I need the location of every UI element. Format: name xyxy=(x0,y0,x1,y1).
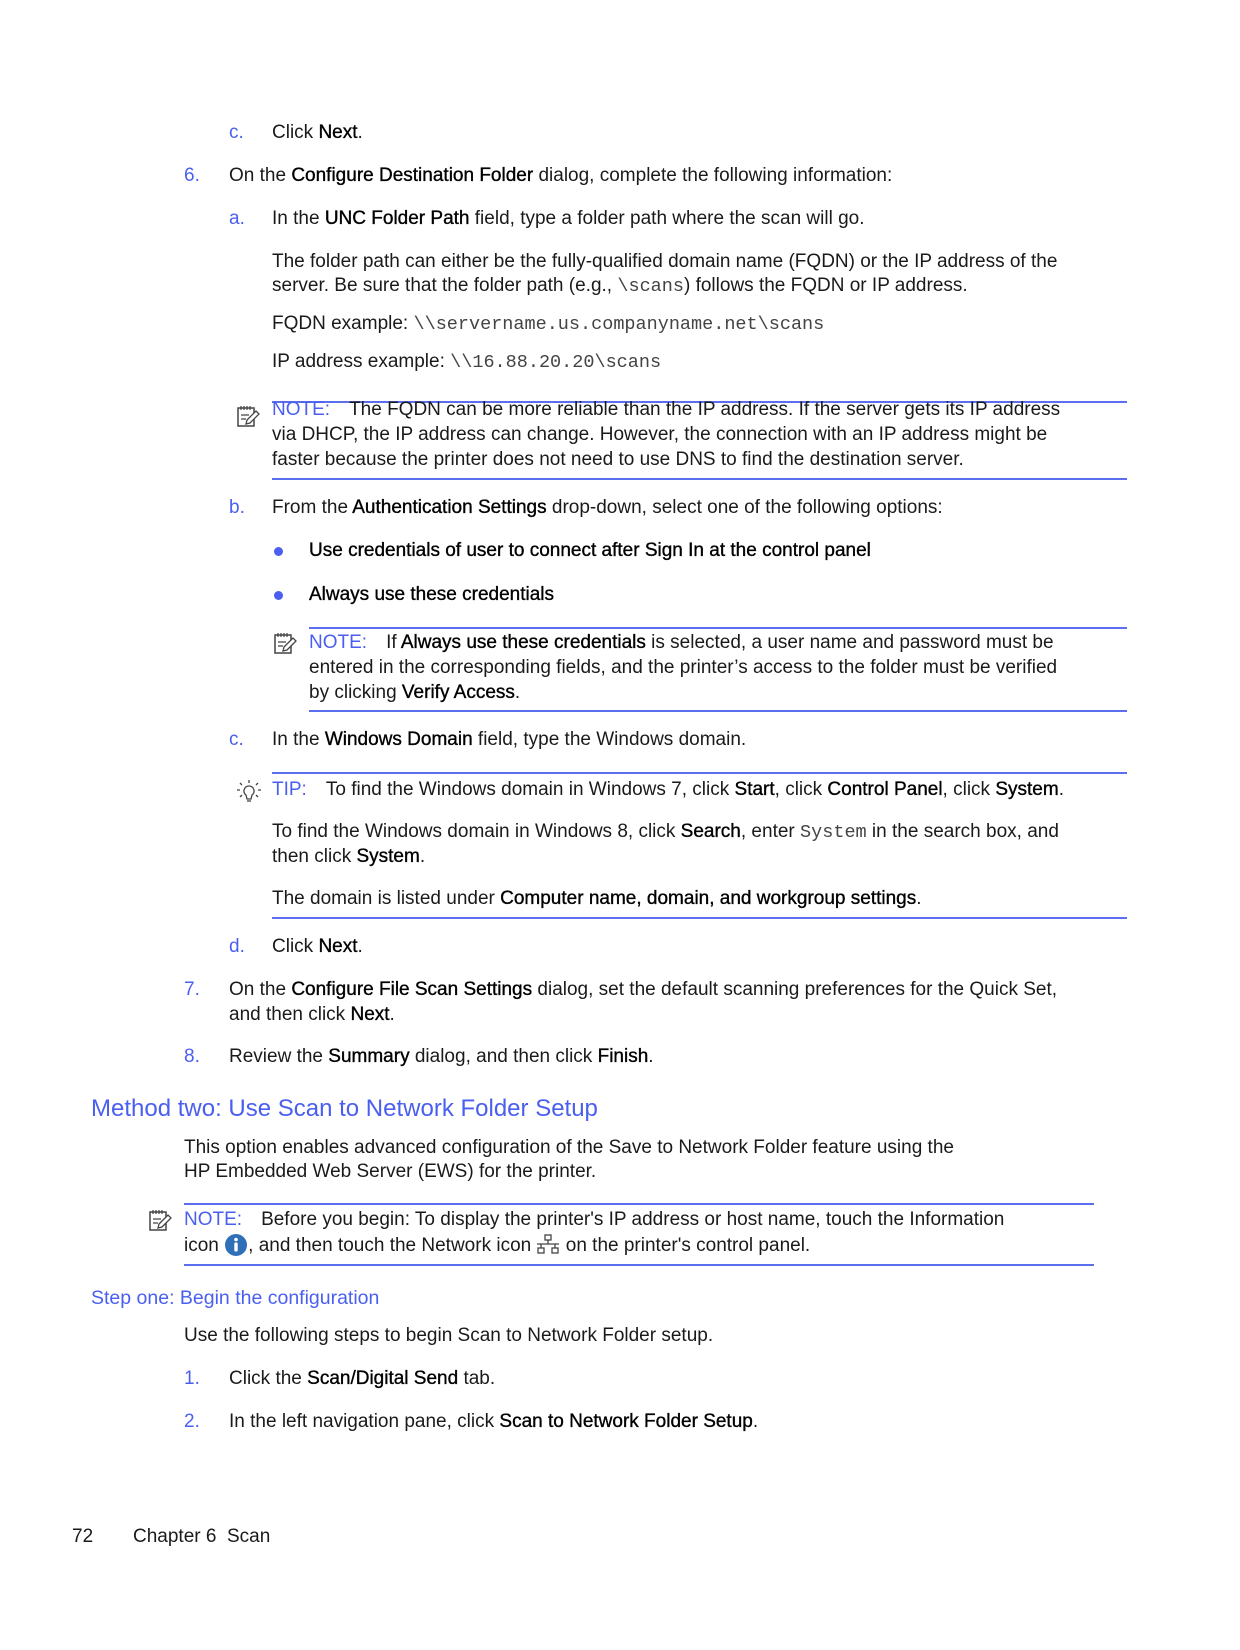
step-one-intro: Use the following steps to begin Scan to Network Folder setup. xyxy=(184,1325,714,1346)
text: , and then touch the Network icon xyxy=(248,1235,537,1256)
note-label: NOTE: xyxy=(272,399,331,420)
information-icon xyxy=(224,1233,248,1257)
step-8 xyxy=(229,1045,654,1069)
label: IP address example: xyxy=(272,351,451,372)
tip-rule-top xyxy=(272,772,1127,774)
network-icon xyxy=(536,1234,560,1256)
option-label: Always use these credentials xyxy=(309,584,555,605)
step-6 xyxy=(229,164,892,188)
note-line: via DHCP, the IP address can change. However, the connection with an IP address might be xyxy=(272,424,1048,445)
section-heading: Method two: Use Scan to Network Folder Setup xyxy=(91,1095,598,1122)
text: Click xyxy=(272,936,319,957)
note-icon xyxy=(148,1208,172,1232)
ui-term: Computer name, domain, and workgroup settings xyxy=(500,888,917,909)
ui-term: Always use these credentials xyxy=(400,632,646,653)
ui-term: Windows Domain xyxy=(324,729,473,750)
text: , enter xyxy=(740,821,801,842)
ui-term: Control Panel xyxy=(827,779,943,800)
note-rule-bottom xyxy=(184,1264,1094,1266)
list-marker: b. xyxy=(229,497,245,518)
subsection-heading: Step one: Begin the configuration xyxy=(91,1287,380,1309)
bullet-item xyxy=(309,539,871,563)
list-marker: a. xyxy=(229,208,245,229)
step-1 xyxy=(229,1367,495,1391)
ui-term: Next xyxy=(318,936,358,957)
page-number: 72 xyxy=(72,1526,94,1547)
text: tab. xyxy=(458,1368,496,1389)
bullet-icon xyxy=(274,591,283,600)
step-7-line2 xyxy=(229,1003,395,1027)
note-line xyxy=(309,681,520,705)
list-marker: d. xyxy=(229,936,245,957)
code-text: \\servername.us.companyname.net\scans xyxy=(413,314,825,335)
note-icon xyxy=(273,631,297,655)
ui-term: Next xyxy=(350,1004,390,1025)
text: Before you begin: To display the printer's IP address or host name, touch the Information xyxy=(261,1209,1005,1230)
step-c-click-next xyxy=(272,121,363,145)
list-marker: 8. xyxy=(184,1046,200,1067)
ui-term: Verify Access xyxy=(401,682,515,703)
step-6d xyxy=(272,935,363,959)
ui-term: Start xyxy=(734,779,775,800)
step-6a xyxy=(272,207,865,231)
option-label: Use credentials of user to connect after Sign In at the control panel xyxy=(309,540,871,561)
step-7 xyxy=(229,978,1057,1002)
step-6b xyxy=(272,496,943,520)
tip-line xyxy=(272,820,1059,845)
ui-term: Configure Destination Folder xyxy=(291,165,534,186)
ui-term: UNC Folder Path xyxy=(324,208,470,229)
text: . xyxy=(752,1411,759,1432)
code-text: System xyxy=(800,822,867,843)
intro-line: HP Embedded Web Server (EWS) for the printer. xyxy=(184,1161,597,1182)
text: Click xyxy=(272,122,319,143)
tip-line xyxy=(272,887,922,911)
note-label: NOTE: xyxy=(309,632,368,653)
folder-path-paragraph-line2 xyxy=(272,274,968,299)
ui-term: Search xyxy=(680,821,741,842)
text: then click xyxy=(272,846,357,867)
tip-label-text: TIP: xyxy=(272,779,307,800)
chapter-title: Chapter 6 Scan xyxy=(133,1526,271,1547)
tip-rule-bottom xyxy=(272,917,1127,919)
tip-line xyxy=(272,845,425,869)
note-rule-bottom xyxy=(272,478,1127,480)
text: On the xyxy=(229,979,292,1000)
text: . xyxy=(1058,779,1064,800)
text: , click xyxy=(942,779,996,800)
bullet-item xyxy=(309,583,554,607)
note-label: NOTE: xyxy=(184,1209,243,1230)
list-marker: c. xyxy=(229,122,244,143)
folder-path-paragraph-line1: The folder path can either be the fully-qualified domain name (FQDN) or the IP address of the xyxy=(272,251,1058,272)
text: If xyxy=(386,632,401,653)
text: icon xyxy=(184,1235,225,1256)
text: . xyxy=(514,682,521,703)
text: The FQDN can be more reliable than the IP address. If the server gets its IP address xyxy=(349,399,1061,420)
text: by clicking xyxy=(309,682,402,703)
note-line: faster because the printer does not need to use DNS to find the destination server. xyxy=(272,449,964,470)
code-text: \scans xyxy=(617,276,684,297)
ui-term: System xyxy=(995,779,1059,800)
text: . xyxy=(357,936,363,957)
ui-term: Summary xyxy=(328,1046,410,1067)
step-6c xyxy=(272,728,746,752)
label: FQDN example: xyxy=(272,313,414,334)
list-marker: c. xyxy=(229,729,244,750)
text: In the xyxy=(272,208,325,229)
text: on the printer's control panel. xyxy=(560,1235,811,1256)
intro-line: This option enables advanced configuration of the Save to Network Folder feature using the xyxy=(184,1137,954,1158)
text: The domain is listed under xyxy=(272,888,501,909)
text: . xyxy=(357,122,363,143)
tip-line xyxy=(272,778,1064,802)
text: Review the xyxy=(229,1046,329,1067)
text: To find the Windows domain in Windows 8, click xyxy=(272,821,681,842)
note-icon xyxy=(236,404,260,428)
ui-term: Next xyxy=(318,122,358,143)
text: , click xyxy=(774,779,828,800)
ui-term: Finish xyxy=(597,1046,649,1067)
list-marker: 1. xyxy=(184,1368,200,1389)
note-line xyxy=(309,631,1054,655)
ip-example xyxy=(272,350,661,375)
note-rule-top xyxy=(184,1203,1094,1205)
ui-term: System xyxy=(356,846,420,867)
note-line xyxy=(272,398,1060,422)
code-text: \\16.88.20.20\scans xyxy=(450,352,662,373)
text: field, type a folder path where the scan will go. xyxy=(469,208,865,229)
text: dialog, complete the following information: xyxy=(533,165,893,186)
note-rule-bottom xyxy=(309,710,1127,712)
text: dialog, and then click xyxy=(409,1046,598,1067)
text: . xyxy=(389,1004,395,1025)
text: To find the Windows domain in Windows 7, click xyxy=(325,779,735,800)
text: In the xyxy=(272,729,325,750)
fqdn-example xyxy=(272,312,824,337)
ui-term: Configure File Scan Settings xyxy=(291,979,533,1000)
lightbulb-icon xyxy=(236,779,262,805)
list-marker: 7. xyxy=(184,979,200,1000)
note-line xyxy=(184,1208,1004,1232)
ui-term: Scan/Digital Send xyxy=(307,1368,459,1389)
list-marker: 6. xyxy=(184,165,200,186)
text: is selected, a user name and password must be xyxy=(645,632,1054,653)
step-2 xyxy=(229,1410,758,1434)
list-marker: 2. xyxy=(184,1411,200,1432)
text: On the xyxy=(229,165,292,186)
text: in the search box, and xyxy=(866,821,1059,842)
note-line xyxy=(184,1233,810,1258)
text: field, type the Windows domain. xyxy=(472,729,747,750)
text: . xyxy=(648,1046,654,1067)
text: server. Be sure that the folder path (e.g., xyxy=(272,275,618,296)
text: ) follows the FQDN or IP address. xyxy=(683,275,968,296)
ui-term: Authentication Settings xyxy=(352,497,547,518)
text: In the left navigation pane, click xyxy=(229,1411,500,1432)
text: and then click xyxy=(229,1004,351,1025)
text: Click the xyxy=(229,1368,308,1389)
bullet-icon xyxy=(274,547,283,556)
text: . xyxy=(419,846,426,867)
text: dialog, set the default scanning preferences for the Quick Set, xyxy=(532,979,1058,1000)
note-line: entered in the corresponding fields, and the printer’s access to the folder must be verified xyxy=(309,657,1058,678)
text: . xyxy=(916,888,922,909)
note-rule-top xyxy=(309,627,1127,629)
text: drop-down, select one of the following options: xyxy=(546,497,943,518)
text: From the xyxy=(272,497,353,518)
ui-term: Scan to Network Folder Setup xyxy=(499,1411,753,1432)
